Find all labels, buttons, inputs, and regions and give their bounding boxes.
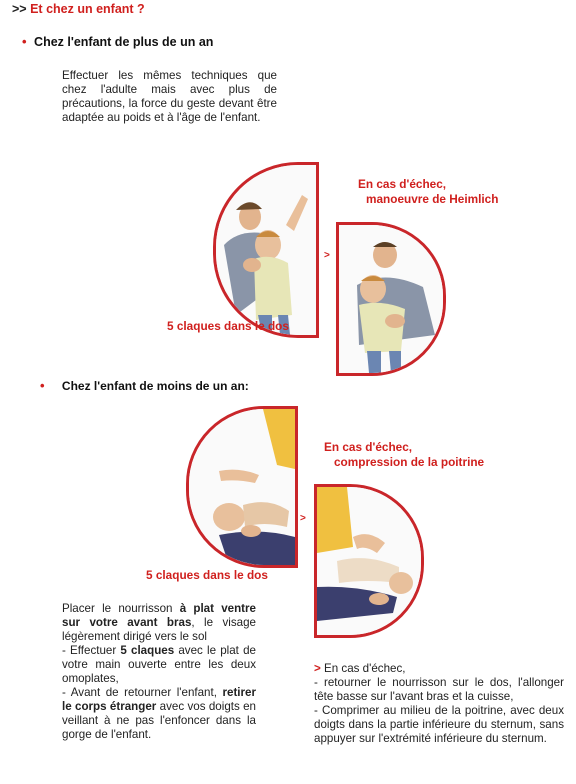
section2-heading-text: Chez l'enfant de moins de un an: [61,379,249,393]
section2-caption-failure: En cas d'échec, [324,440,413,454]
section2-bullet: • [40,378,45,393]
title-arrow: >> [12,2,27,16]
section2-caption-back-blows: 5 claques dans le dos [146,568,268,582]
section2-caption-compression: compression de la poitrine [334,455,485,469]
instruction-step-2: - Effectuer 5 claques avec le plat de votre main ouverte entre les deux omoplates, [62,644,256,685]
infant-instructions-left [62,602,256,742]
heimlich-child-illustration [336,222,446,376]
instruction-step-3: - Avant de retourner l'enfant, retirer le corps étranger avec vos doigts en veillant à ne pas l'enfoncer dans la gorge de l'enfant. [62,686,257,741]
section1-paragraph: Effectuer les mêmes techniques que chez l'adulte mais avec plus de précautions, la force du geste devant être adaptée au poids et à l'âge de l'enfant. [62,69,277,124]
infant-chest-compression-drawing [317,487,421,635]
section1-caption-failure: En cas d'échec, [358,177,447,191]
section1-caption-heimlich: manoeuvre de Heimlich [366,192,499,206]
infant-back-blows-drawing [189,409,295,565]
section1-caption-back-blows: 5 claques dans le dos [167,319,289,333]
failure-line: > En cas d'échec, [314,662,406,675]
section1-heading-text: Chez l'enfant de plus de un an [34,35,214,49]
page-title [12,2,145,16]
section1-separator: > [324,250,330,261]
section1-heading [22,34,213,49]
infant-back-blows-illustration [186,406,298,568]
title-text: Et chez un enfant ? [30,2,145,16]
heimlich-child-drawing [339,225,443,373]
instruction-step-1: Placer le nourrisson à plat ventre sur votre avant bras, le visage légèrement dirigé vers le sol [62,602,256,643]
failure-step-1: - retourner le nourrisson sur le dos, l'allonger tête basse sur l'avant bras et la cuisse, [314,676,564,703]
section2-heading [40,378,249,393]
section2-separator: > [300,513,306,524]
back-blows-child-illustration [213,162,319,338]
failure-step-2: - Comprimer au milieu de la poitrine, avec deux doigts dans la partie inférieure du sternum, sans appuyer sur l'extrémité inférieure du sternum. [314,704,564,745]
section1-bullet: • [22,34,27,49]
back-blows-child-drawing [216,165,316,335]
infant-instructions-right [314,662,564,746]
infant-chest-compression-illustration [314,484,424,638]
